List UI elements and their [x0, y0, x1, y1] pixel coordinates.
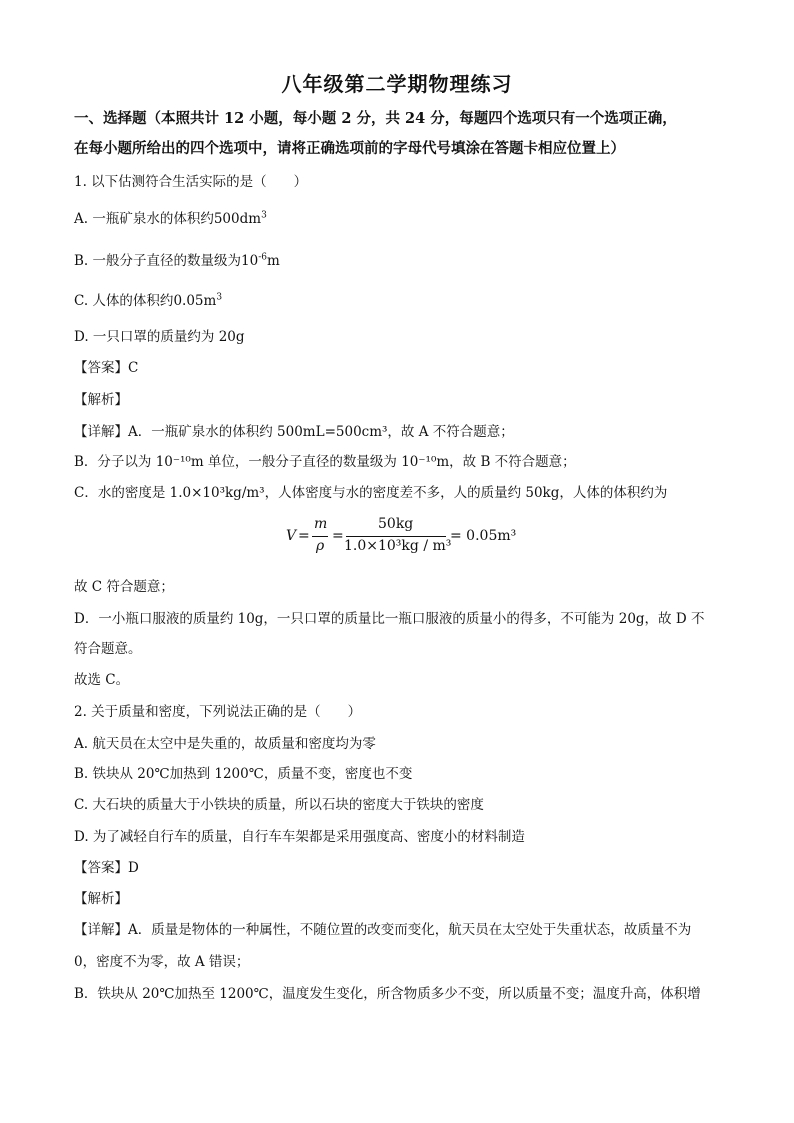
- q1-detail-a: 【详解】A．一瓶矿泉水的体积约 500mL=500cm³，故 A 不符合题意；: [74, 424, 514, 440]
- q1-option-c-text: C. 人体的体积约: [74, 293, 174, 309]
- q2-option-b: B. 铁块从 20℃加热到 1200℃，质量不变，密度也不变: [74, 766, 413, 782]
- q1-option-b: [74, 252, 280, 270]
- formula-num-mass: 50kg: [378, 516, 414, 532]
- formula-fraction-bar-1: [312, 536, 328, 537]
- formula-eq-1: =: [298, 528, 310, 544]
- formula-lhs: V: [286, 528, 297, 544]
- q2-detail-a-line-2: 0，密度不为零，故 A 错误；: [74, 954, 250, 970]
- q1-option-a-value: 500dm: [213, 211, 262, 227]
- q2-stem: 2. 关于质量和密度，下列说法正确的是（ ）: [74, 704, 362, 720]
- q1-detail-b: B．分子以为 10⁻¹⁰m 单位，一般分子直径的数量级为 10⁻¹⁰m，故 B 不符合题意；: [74, 454, 576, 470]
- q1-detail-d-line-2: 符合题意。: [74, 641, 142, 657]
- formula-den-density: 1.0×10³kg / m³: [344, 538, 452, 554]
- q1-option-c-exp: 3: [216, 292, 223, 303]
- q2-option-d: D. 为了减轻自行车的质量，自行车车架都是采用强度高、密度小的材料制造: [74, 829, 525, 845]
- page-title: 八年级第二学期物理练习: [281, 72, 513, 96]
- formula-den-rho: ρ: [316, 538, 325, 554]
- q1-option-a-exp: 3: [261, 210, 267, 221]
- q1-detail-c: C．水的密度是 1.0×10³kg/m³，人体密度与水的密度差不多，人的质量约 50kg，人体的体积约为: [74, 485, 668, 501]
- q1-option-b-unit: m: [266, 253, 280, 269]
- q1-option-c-value: 0.05m: [173, 293, 217, 309]
- q1-option-a: [74, 210, 267, 228]
- q1-answer: 【答案】C: [74, 360, 139, 376]
- section-header-line-1: 一、选择题（本照共计 12 小题，每小题 2 分，共 24 分，每题四个选项只有一个选项正确，: [74, 110, 677, 127]
- q1-option-d: D. 一只口罩的质量约为 20g: [74, 329, 245, 345]
- section-header-line-2: 在每小题所给出的四个选项中，请将正确选项前的字母代号填涂在答题卡相应位置上）: [74, 140, 625, 157]
- q1-option-c: [74, 292, 222, 310]
- q2-option-a: A. 航天员在太空中是失重的，故质量和密度均为零: [74, 736, 376, 752]
- q2-detail-b: B．铁块从 20℃加热至 1200℃，温度发生变化，所含物质多少不变，所以质量不变；温度升高，体积增: [74, 986, 701, 1002]
- q1-analysis-label: 【解析】: [74, 392, 128, 408]
- q2-analysis-label: 【解析】: [74, 891, 128, 907]
- q1-stem: 1. 以下估测符合生活实际的是（ ）: [74, 174, 308, 190]
- formula-fraction-bar-2: [346, 536, 446, 537]
- q1-conclusion: 故选 C。: [74, 672, 130, 688]
- q1-detail-d-line-1: D．一小瓶口服液的质量约 10g，一只口罩的质量比一瓶口服液的质量小的得多，不可能为 20g，故 D 不: [74, 611, 705, 627]
- formula-eq-2: =: [332, 528, 344, 544]
- q1-option-b-base: 10: [241, 253, 259, 269]
- q1-option-b-text: B. 一般分子直径的数量级为: [74, 253, 242, 269]
- q2-detail-a-line-1: 【详解】A．质量是物体的一种属性，不随位置的改变而变化，航天员在太空处于失重状态，故质量不为: [74, 922, 692, 938]
- q1-option-a-text: A. 一瓶矿泉水的体积约: [74, 211, 214, 227]
- formula-result: = 0.05m³: [450, 528, 517, 544]
- formula-num-m: m: [314, 516, 328, 532]
- q2-option-c: C. 大石块的质量大于小铁块的质量，所以石块的密度大于铁块的密度: [74, 797, 484, 813]
- q1-option-b-exp: -6: [258, 252, 267, 263]
- q2-answer: 【答案】D: [74, 860, 139, 876]
- q1-detail-c-conclusion: 故 C 符合题意；: [74, 579, 174, 595]
